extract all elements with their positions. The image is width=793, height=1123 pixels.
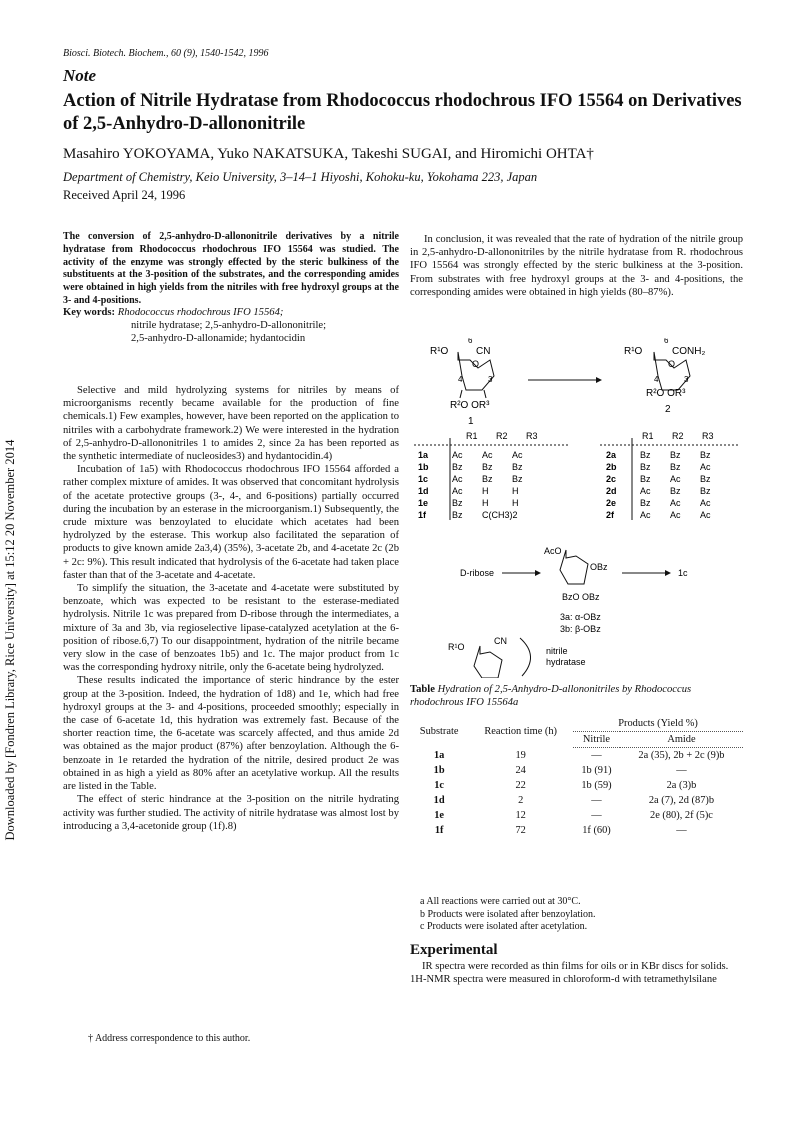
table-row	[410, 778, 743, 793]
r1o-label-2: R¹O	[624, 346, 643, 357]
r1o-label-3: R¹O	[448, 642, 465, 652]
rows1-cell: H	[512, 498, 519, 508]
compound-2-structure	[654, 352, 690, 390]
pos4-label-1: 4	[458, 375, 463, 384]
rows1-cell: 1b	[418, 462, 429, 472]
table-caption-text: Hydration of 2,5-Anhydro-D-allononitriles by Rhodococcus rhodochrous IFO 15564a	[410, 684, 692, 708]
rows2-cell: Ac	[670, 498, 681, 508]
ribose-arrowhead-2	[665, 570, 671, 576]
paragraph-5: The effect of steric hindrance at the 3-position on the nitrile hydrating activity was further studied. The activity of nitrile hydratase was almost lost by introducing a 3,4-acetonide group (1f).8)	[63, 794, 399, 832]
rows2-cell: Ac	[670, 474, 681, 484]
results-rows	[410, 748, 743, 839]
rows2-cell: 2d	[606, 486, 617, 496]
label-3a: 3a: α-OBz	[560, 612, 601, 622]
amide-cell: —	[676, 825, 687, 836]
rows2-cell: Bz	[640, 474, 651, 484]
rows1-cell: Bz	[452, 462, 463, 472]
rows1-cell: H	[482, 486, 489, 496]
affiliation: Department of Chemistry, Keio University, 3–14–1 Hiyoshi, Kohoku-ku, Yokohama 223, Japan	[63, 170, 538, 184]
rows1-cell: Bz	[452, 498, 463, 508]
label-3b: 3b: β-OBz	[560, 624, 601, 634]
col-nitrile: Nitrile	[573, 732, 620, 748]
rows1-cell: Bz	[482, 462, 493, 472]
rows1-cell: Ac	[452, 450, 463, 460]
rows2-cell: 2c	[606, 474, 617, 484]
experimental-text	[410, 960, 743, 986]
d-ribose-label: D-ribose	[460, 568, 495, 578]
rows2-cell: Bz	[640, 498, 651, 508]
table-note-a: a All reactions were carried out at 30°C.	[420, 896, 581, 907]
rows2-cell: Ac	[700, 498, 711, 508]
results-table	[410, 716, 743, 838]
rows1-cell: Bz	[512, 462, 523, 472]
col-reaction-time: Reaction time (h)	[484, 726, 558, 738]
pos3-label-1: 3	[488, 375, 493, 384]
rows2-cell: Bz	[670, 486, 681, 496]
keywords	[63, 306, 399, 346]
paragraph-2: Incubation of 1a5) with Rhodococcus rhodochrous IFO 15564 afforded a rather complex mixture of amides. It was observed that concomitant hydrolysis of the acetate protective groups (3-, 4-, and 6-positions) partially occurred during the incubation by an esterase in the microorganism.1) Subsequently, the crude mixture was benzoylated to elucidate which acetates had been hydrolyzed by the esterase. This workup also facilitated the separation of products to give known amide 2a3,4) (35%), 3-acetate 2b, and 4-acetate 2c (2b + 2c: 9%). This result indicated that hydrolysis of the 6-acetate had taken place faster than that of the 3-acetate and 4-acetate.	[63, 464, 399, 581]
cn-label: CN	[476, 346, 491, 357]
rows2-cell: 2b	[606, 462, 617, 472]
keyword-line-3: 2,5-anhydro-D-allonamide; hydantocidin	[131, 333, 306, 345]
rows2-cell: Bz	[670, 450, 681, 460]
rows2-cell: Bz	[700, 450, 711, 460]
rows2-cell: 2f	[606, 510, 615, 520]
col-amide: Amide	[620, 732, 743, 748]
paragraph-3: To simplify the situation, the 3-acetate and 4-acetate were substituted by benzoate, which was expected to be resistant to the esterase-mediated hydrolysis. Nitrile 1c was prepared from D-ribose through the intermediates, a mixture of 3a and 3b, via regioselective lipase-catalyzed acetylation at the 6-position of ribose.6,7) To our disappointment, hydration of the nitrile became very slow in the case of benzoates 1b5) and 1c. The major product from 1c was the corresponding hydroxy nitrile, only the 6-acetate being hydrolyzed.	[63, 583, 399, 674]
rows1-cell: Ac	[482, 450, 493, 460]
table-row	[410, 808, 743, 823]
ring-o-2: O	[668, 359, 676, 369]
bzo-obz-label: BzO OBz	[562, 592, 600, 602]
rows1-cell: Ac	[452, 474, 463, 484]
table-notes	[420, 896, 596, 934]
pos6-label-2: 6	[664, 338, 669, 345]
keyword-line-2: nitrile hydratase; 2,5-anhydro-D-allononitrile;	[131, 320, 327, 332]
table-note-c: c Products were isolated after acetylation.	[420, 921, 588, 932]
experimental-paragraph: IR spectra were recorded as thin films for oils or in KBr discs for solids. 1H-NMR spectra were measured in chloroform-d with tetramethylsilane	[410, 961, 729, 986]
obz-label: OBz	[590, 562, 608, 572]
substrate-cell: 1f	[434, 825, 444, 836]
table-row	[410, 763, 743, 778]
time-cell: 22	[515, 780, 526, 791]
time-cell: 12	[515, 810, 526, 821]
nitrile-cell: —	[591, 795, 602, 806]
time-cell: 2	[518, 795, 524, 806]
t2-h-r3: R3	[702, 431, 714, 441]
amide-cell: 2a (7), 2d (87)b	[648, 795, 715, 806]
download-stamp-text: Downloaded by [Fondren Library, Rice University] at 15:12 20 November 2014	[3, 439, 17, 841]
compound-3-structure	[560, 550, 588, 584]
conh2-label: CONH₂	[672, 346, 706, 357]
substrate-cell: 1b	[433, 765, 445, 776]
amide-cell: —	[676, 765, 687, 776]
note-label: Note	[63, 66, 97, 85]
rows2-cell: Bz	[670, 462, 681, 472]
rows2-cell: Ac	[640, 486, 651, 496]
rows1-cell: 1f	[418, 510, 427, 520]
amide-cell: 2a (35), 2b + 2c (9)b	[638, 750, 725, 761]
reaction-scheme	[410, 338, 743, 678]
r2o-r3-label-2: R²O OR³	[646, 388, 686, 399]
t1-h-r3: R3	[526, 431, 538, 441]
pos4-label-2: 4	[654, 375, 659, 384]
r2o-r3-label-1: R²O OR³	[450, 400, 490, 411]
rows2-cell: Ac	[700, 510, 711, 520]
ribose-arrowhead-1	[535, 570, 541, 576]
paragraph-1: Selective and mild hydrolyzing systems for nitriles by means of microorganisms recently became available for the production of fine chemicals.1) Few examples, however, have been reported on the application to nitriles with a carbohydrate framework.2) We were interested in the hydration of 2,5-anhydro-D-allononitriles 1 to amides 2, since 2a has been reported as the synthetic intermediate of nucleosides3) and hydantocidin.4)	[63, 385, 399, 463]
rows1-cell: Bz	[482, 474, 493, 484]
rows1-cell: 1d	[418, 486, 429, 496]
footnote: † Address correspondence to this author.	[88, 1033, 251, 1044]
nitrile-cell: 1b (91)	[581, 765, 612, 776]
col-products: Products (Yield %)	[573, 716, 743, 732]
target-1c-label: 1c	[678, 568, 688, 578]
substrate-cell: 1d	[433, 795, 445, 806]
t1-h-r2: R2	[496, 431, 508, 441]
table-row	[410, 823, 743, 838]
amide-cell: 2a (3)b	[666, 780, 697, 791]
rows1-cell: Ac	[512, 450, 523, 460]
paragraph-4: These results indicated the importance of steric hindrance by the ester group at the 3-position. Indeed, the hydration of 1d8) and 1e, which had free hydroxyl groups at the 3- and 4-positions, proceeded smoothly; especially in the case of 6-acetate 1d, this hydration was extremely fast. Because of the shorter reaction time, the 6-acetate was scarcely affected, and thus amide 2d was obtained as the major product (87%) after benzoylation. Although the 6-benzoate in 1e retarded the hydration of the nitrile, desired product 2e was obtained in as high a yield as 80% after an acetylative workup. All the results are listed in the Table.	[63, 675, 399, 793]
body-right-column	[410, 233, 743, 299]
rows2-cell: Bz	[640, 450, 651, 460]
time-cell: 19	[515, 749, 526, 761]
rows2-cell: 2e	[606, 498, 617, 508]
table-note-b: b Products were isolated after benzoylation.	[420, 908, 596, 920]
aco-label: AcO	[544, 546, 562, 556]
nitrile-label: nitrile	[546, 646, 568, 656]
substrate-cell: 1e	[434, 810, 445, 821]
table-caption-label: Table	[410, 684, 435, 695]
authors: Masahiro YOKOYAMA, Yuko NAKATSUKA, Takeshi SUGAI, and Hiromichi OHTA†	[63, 146, 594, 162]
nitrile-cell: 1f (60)	[582, 825, 611, 836]
rows1-cell: Ac	[452, 486, 463, 496]
conclusion-paragraph: In conclusion, it was revealed that the rate of hydration of the nitrile group in 2,5-anhydro-D-allononitriles by the nitrile hydratase from R. rhodochrous IFO 15564 was strongly effected by the steric bulkiness at the 3-position. From substrates with free hydroxyl groups at the 3- and 4-positions, the corresponding amides were obtained in high yields (80–87%).	[410, 234, 743, 298]
rows1-cell: 1e	[418, 498, 429, 508]
rows1-cell: Bz	[452, 510, 463, 520]
time-cell: 72	[515, 825, 526, 836]
reaction-arrowhead	[596, 377, 602, 383]
rows1-cell: Bz	[512, 474, 523, 484]
table-row	[410, 793, 743, 808]
article-title: Action of Nitrile Hydratase from Rhodococcus rhodochrous IFO 15564 on Derivatives of 2,5-Anhydro-D-allononitrile	[63, 91, 742, 134]
rows1-cell: C(CH3)2	[482, 510, 518, 520]
pos3-label-2: 3	[684, 375, 689, 384]
experimental-heading: Experimental	[410, 942, 498, 958]
pos6-label-1: 6	[468, 338, 473, 345]
compound-2-label: 2	[665, 404, 671, 415]
substrate-cell: 1c	[434, 780, 445, 791]
table-row	[410, 748, 743, 764]
substrate-cell: 1a	[433, 749, 445, 761]
rows1-cell: 1a	[418, 450, 429, 460]
rows1-cell: H	[512, 486, 519, 496]
rows2-cell: Ac	[700, 462, 711, 472]
keyword-line-1: Rhodococcus rhodochrous IFO 15564;	[117, 307, 284, 318]
r1o-label-1: R¹O	[430, 346, 449, 357]
nitrile-cell: 1b (59)	[581, 780, 612, 791]
rows1-cell: 1c	[418, 474, 429, 484]
rows2-cell: Ac	[670, 510, 681, 520]
col-substrate: Substrate	[419, 726, 459, 738]
rows1-cell: H	[482, 498, 489, 508]
keywords-label: Key words:	[63, 307, 116, 318]
rows2-cell: Bz	[640, 462, 651, 472]
cn-label-3: CN	[494, 636, 507, 646]
time-cell: 24	[515, 765, 526, 776]
rows2-cell: 2a	[606, 450, 617, 460]
table-caption	[410, 683, 743, 709]
rows2-cell: Bz	[700, 474, 711, 484]
t1-h-r1: R1	[466, 431, 478, 441]
journal-citation: Biosci. Biotech. Biochem., 60 (9), 1540-1542, 1996	[63, 48, 269, 59]
t2-h-r1: R1	[642, 431, 654, 441]
rows2-cell: Bz	[700, 486, 711, 496]
t2-h-r2: R2	[672, 431, 684, 441]
hydratase-label: hydratase	[546, 657, 586, 667]
amide-cell: 2e (80), 2f (5)c	[650, 810, 713, 821]
table1-rows	[418, 450, 523, 520]
abstract: The conversion of 2,5-anhydro-D-allononitrile derivatives by a nitrile hydratase from Rhodococcus rhodochrous IFO 15564 was studied. The activity of the enzyme was strongly effected by the steric bulkiness of the substituents at the 3-position of the substrates, and the corresponding amides were obtained in high yields from the nitriles with free hydroxyl groups at the 3- and 4-positions.	[63, 231, 399, 306]
ring-o-1: O	[472, 359, 480, 369]
nitrile-cell: —	[591, 810, 602, 821]
table2-rows	[606, 450, 711, 520]
compound-1-label: 1	[468, 416, 474, 427]
rows2-cell: Ac	[640, 510, 651, 520]
nitrile-cell: —	[591, 750, 602, 761]
body-left-column	[63, 384, 399, 833]
received-date: Received April 24, 1996	[63, 188, 186, 202]
